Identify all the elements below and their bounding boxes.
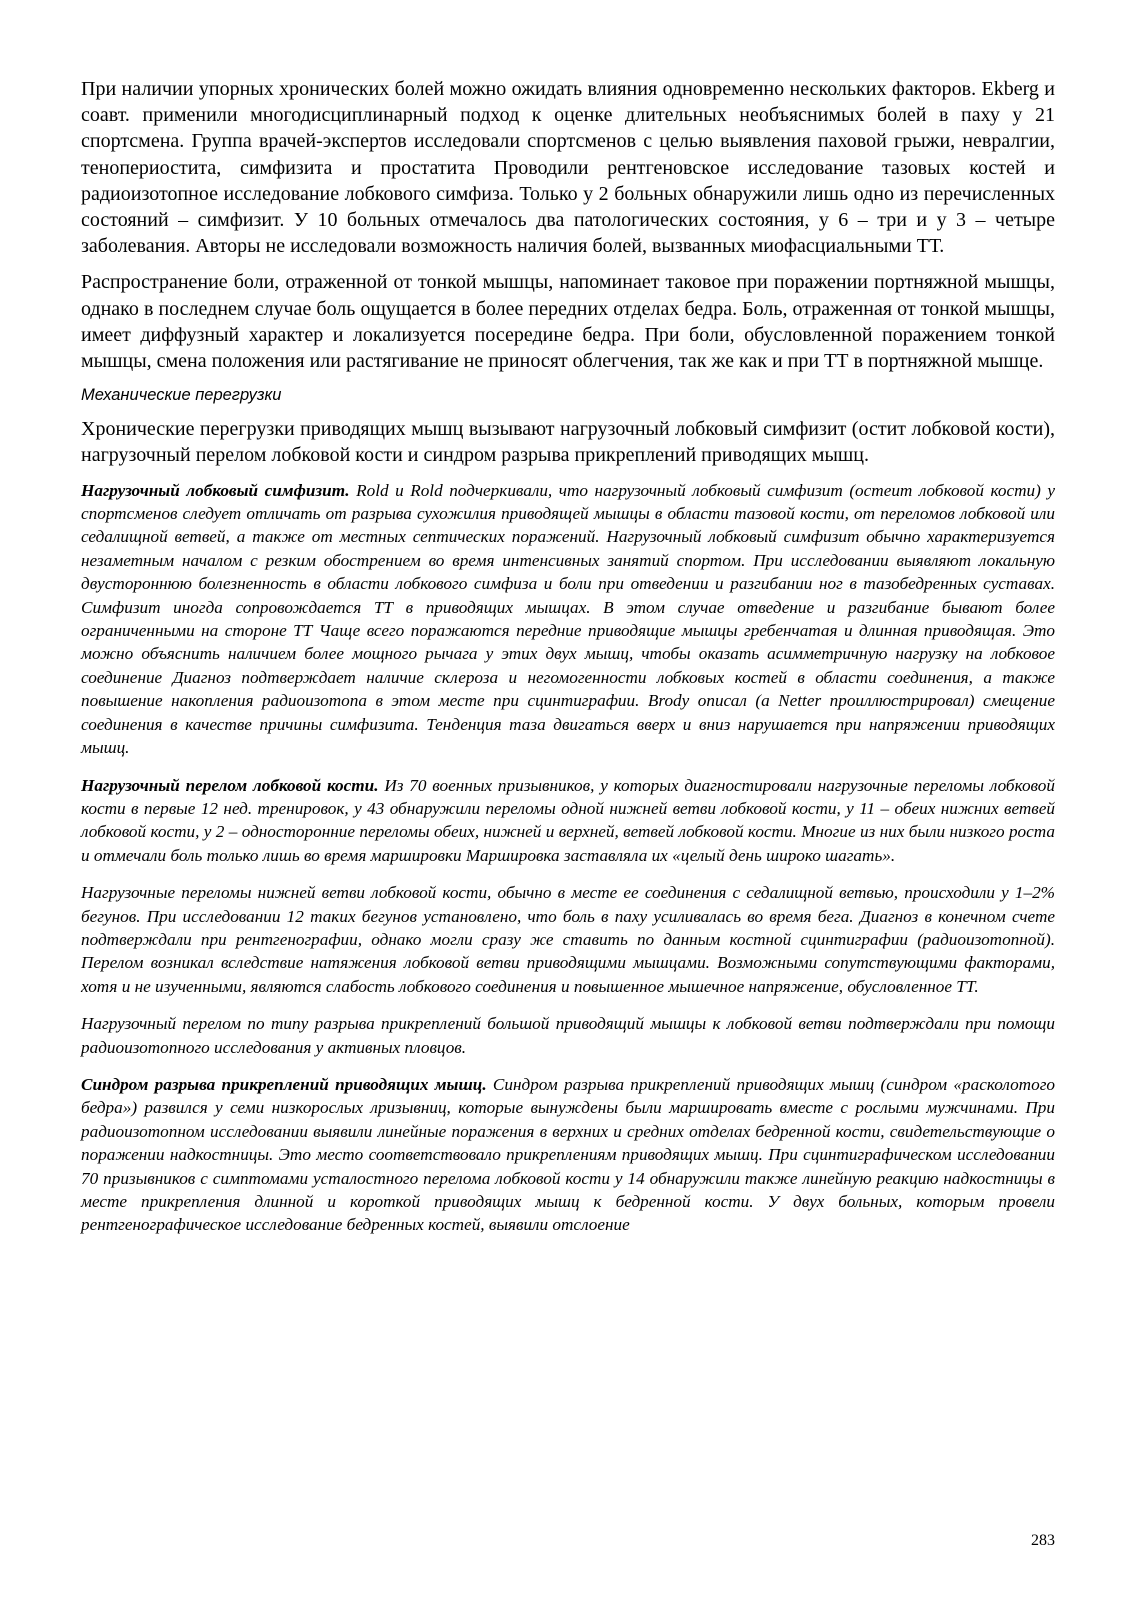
block-text-fracture: Из 70 военных призывников, у которых диагностировали нагрузочные переломы лобковой кости в первые 12 нед. тренировок, у 43 обнаружили переломы одной нижней ветви лобковой кости, у 11 – обеих нижних ветвей лобковой кости, у 2 – односторонние переломы обеих, нижней и верхней, ветвей лобковой кости. Многие из них были низкого роста и отмечали боль только лишь во время маршировки Маршировка заставляла их «целый день широко шагать». (81, 775, 1055, 865)
italic-block-swimmers: Нагрузочный перелом по типу разрыва прикреплений большой приводящий мышцы к лобковой ветви подтверждали при помощи радиоизотопного исследования у активных пловцов. (81, 1014, 1055, 1057)
italic-block-runners: Нагрузочные переломы нижней ветви лобковой кости, обычно в месте ее соединения с седалищной ветвью, происходили у 1–2% бегунов. При исследовании 12 таких бегунов установлено, что боль в паху усиливалась во время бега. Диагноз в конечном счете подтверждали при рентгенографии, однако могли сразу же ставить по данным костной сцинтиграфии (радиоизотопной). Перелом возникал вследствие натяжения лобковой ветви приводящими мышцами. Возможными сопутствующими факторами, хотя и не изученными, являются слабость лобкового соединения и повышенное мышечное напряжение, обусловленное ТТ. (81, 883, 1055, 996)
bold-lead-symphysitis: Нагрузочный лобковый симфизит. (81, 480, 350, 500)
paragraph-pain-distribution: Распространение боли, отраженной от тонкой мышцы, напоминает таковое при поражении портняжной мышцы, однако в последнем случае боль ощущается в более передних отделах бедра. Боль, отраженная от тонкой мышцы, имеет диффузный характер и локализуется посередине бедра. При боли, обусловленной поражением тонкой мышцы, смена положения или растягивание не приносят облегчения, так же как и при ТТ в портняжной мышце. (81, 271, 1055, 373)
italic-block-symphysitis (81, 479, 1055, 760)
italic-block-fracture (81, 774, 1055, 868)
page-content (81, 76, 1055, 1251)
italic-block-avulsion (81, 1073, 1055, 1237)
section-intro: Хронические перегрузки приводящих мышц вызывают нагрузочный лобковый симфизит (остит лобковой кости), нагрузочный перелом лобковой кости и синдром разрыва прикреплений приводящих мышц. (81, 418, 1055, 467)
bold-lead-avulsion: Синдром разрыва прикреплений приводящих мышц. (81, 1074, 487, 1094)
bold-lead-fracture: Нагрузочный перелом лобковой кости. (81, 775, 379, 795)
section-heading: Механические перегрузки (81, 386, 282, 405)
page-number: 283 (1031, 1532, 1055, 1549)
paragraph-chronic-pain: При наличии упорных хронических болей можно ожидать влияния одновременно нескольких факторов. Ekberg и соавт. применили многодисциплинарный подход к оценке длительных необъяснимых болей в паху у 21 спортсмена. Группа врачей-экспертов исследовали спортсменов с целью выявления паховой грыжи, невралгии, тенопериостита, симфизита и простатита Проводили рентгеновское исследование тазовых костей и радиоизотопное исследование лобкового симфиза. Только у 2 больных обнаружили лишь одно из перечисленных состояний – симфизит. У 10 больных отмечалось два патологических состояния, у 6 – три и у 3 – четыре заболевания. Авторы не исследовали возможность наличия болей, вызванных миофасциальными ТТ. (81, 78, 1055, 258)
block-text-symphysitis: Rold и Rold подчеркивали, что нагрузочный лобковый симфизит (остеит лобковой кости) у спортсменов следует отличать от разрыва сухожилия приводящей мышцы в области тазовой кости, от переломов лобковой или седалищной ветвей, а также от местных септических поражений. Нагрузочный лобковый симфизит обычно характеризуется незаметным началом с резким обострением во время интенсивных занятий спортом. При исследовании выявляют локальную двустороннюю болезненность в области лобкового симфиза и боли при отведении и разгибании ног в тазобедренных суставах. Симфизит иногда сопровождается ТТ в приводящих мышцах. В этом случае отведение и разгибание бывают более ограниченными на стороне ТТ Чаще всего поражаются передние приводящие мышцы гребенчатая и длинная приводящая. Это можно объяснить наличием более мощного рычага у этих двух мышц, чтобы оказать асимметричную нагрузку на лобковое соединение Диагноз подтверждает наличие склероза и негомогенности лобковых костей в области соединения, а также повышение накопления радиоизотопа в этом месте при сцинтиграфии. Brody описал (а Netter проиллюстрировал) смещение соединения в качестве причины симфизита. Тенденция таза двигаться вверх и вниз нарушается при напряжении приводящих мышц. (81, 480, 1055, 758)
block-text-avulsion: Синдром разрыва прикреплений приводящих мышц (синдром «расколотого бедра») развился у семи низкорослых лризывниц, которые вынуждены были маршировать вместе с рослыми мужчинами. При радиоизотопном исследовании выявили линейные поражения в верхних и средних отделах бедренной кости, свидетельствующие о поражении надкостницы. Это место соответствовало прикреплениям приводящих мышц. При сцинтиграфическом исследовании 70 призывников с симптомами усталостного перелома лобковой кости у 14 обнаружили также линейную реакцию надкостницы в месте прикрепления длинной и короткой приводящих мышц к бедренной кости. У двух больных, которым провели рентгенографическое исследование бедренных костей, выявили отслоение (81, 1074, 1055, 1235)
